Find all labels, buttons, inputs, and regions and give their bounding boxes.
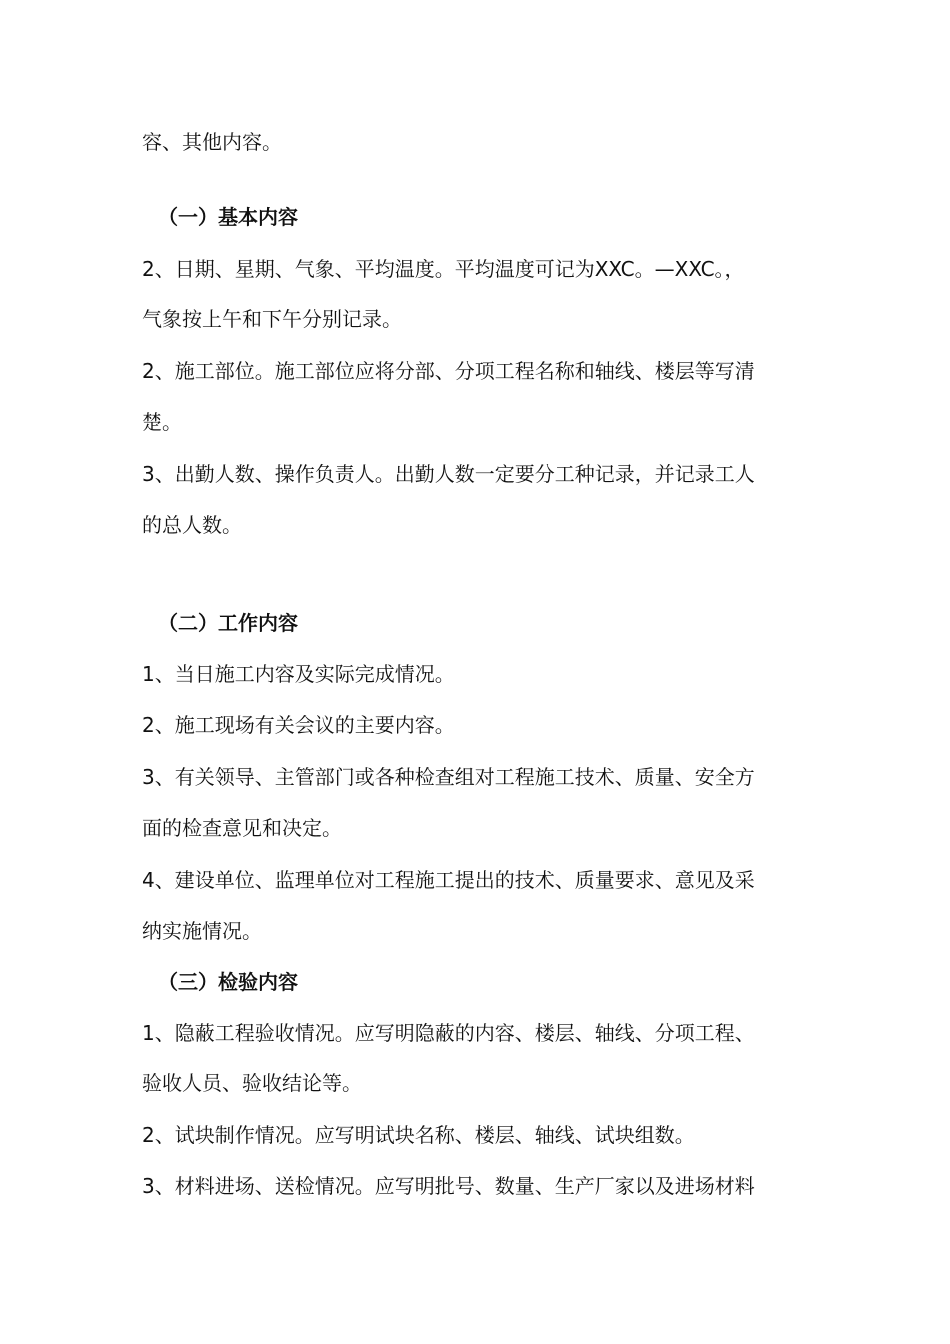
paragraph-line: 2、日期、星期、气象、平均温度。平均温度可记为XXC。—XXC。， — [142, 257, 745, 281]
paragraph-line: 面的检查意见和决定。 — [142, 816, 342, 840]
paragraph-line: 纳实施情况。 — [142, 919, 262, 943]
paragraph-line: 楚。 — [142, 410, 182, 434]
paragraph-line: 2、施工现场有关会议的主要内容。 — [142, 713, 455, 737]
paragraph-line: 2、施工部位。施工部位应将分部、分项工程名称和轴线、楼层等写清 — [142, 359, 755, 383]
paragraph-line: 1、隐蔽工程验收情况。应写明隐蔽的内容、楼层、轴线、分项工程、 — [142, 1021, 755, 1045]
paragraph-line: 3、材料进场、送检情况。应写明批号、数量、生产厂家以及进场材料 — [142, 1174, 755, 1198]
paragraph-line: 2、试块制作情况。应写明试块名称、楼层、轴线、试块组数。 — [142, 1123, 695, 1147]
paragraph-line: 1、当日施工内容及实际完成情况。 — [142, 662, 455, 686]
paragraph-line: 气象按上午和下午分别记录。 — [142, 307, 402, 331]
section-heading-basic: （一）基本内容 — [158, 205, 298, 229]
intro-tail-text: 容、其他内容。 — [142, 130, 282, 154]
paragraph-line: 的总人数。 — [142, 513, 242, 537]
paragraph-line: 3、有关领导、主管部门或各种检查组对工程施工技术、质量、安全方 — [142, 765, 755, 789]
section-heading-work: （二）工作内容 — [158, 611, 298, 635]
paragraph-line: 4、建设单位、监理单位对工程施工提出的技术、质量要求、意见及采 — [142, 868, 755, 892]
paragraph-line: 3、出勤人数、操作负责人。出勤人数一定要分工种记录，并记录工人 — [142, 462, 755, 486]
paragraph-line: 验收人员、验收结论等。 — [142, 1071, 362, 1095]
section-heading-inspection: （三）检验内容 — [158, 970, 298, 994]
